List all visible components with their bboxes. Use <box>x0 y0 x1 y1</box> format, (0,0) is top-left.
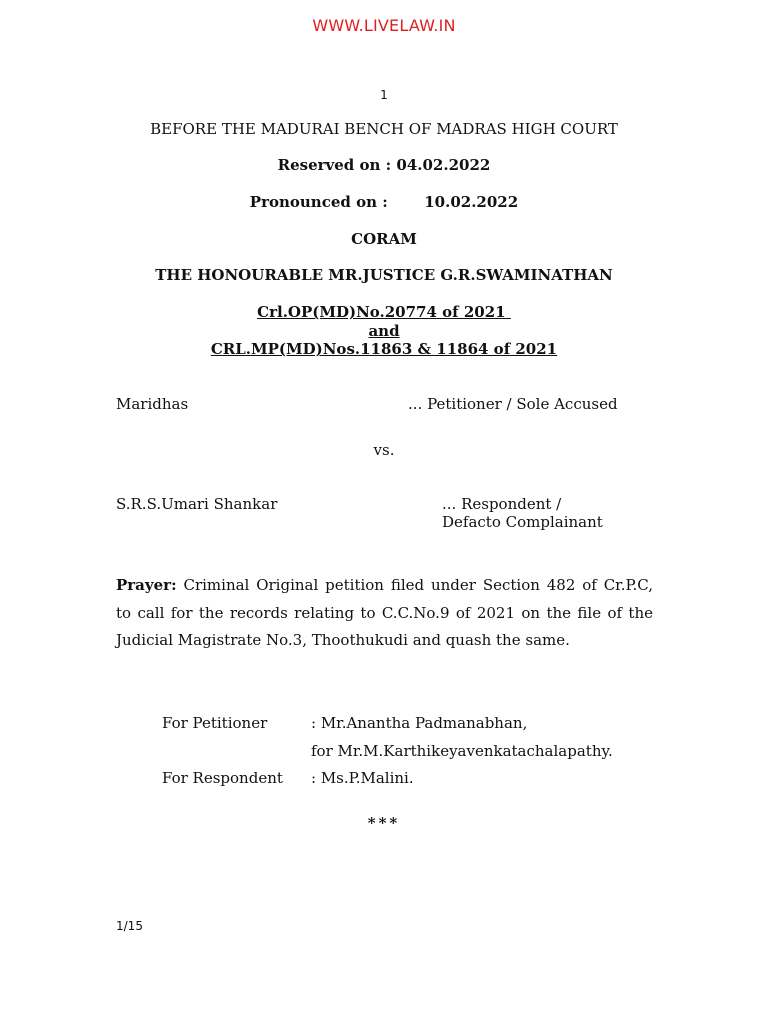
pronounced-date: 10.02.2022 <box>424 193 519 211</box>
case-number <box>0 303 768 321</box>
case-number-text: Crl.OP(MD)No.20774 of 2021 <box>257 303 506 321</box>
judge-name: THE HONOURABLE MR.JUSTICE G.R.SWAMINATHAN <box>155 266 613 284</box>
prayer-text: Criminal Original petition filed under Section 482 of Cr.P.C, to call for the records relating to C.C.No.9 of 2021 on the file of the Judicial Magistrate No.3, Thoothukudi and quash the same. <box>116 576 653 649</box>
respondent-name: S.R.S.Umari Shankar <box>116 495 278 513</box>
reserved-on: Reserved on : 04.02.2022 <box>277 156 491 174</box>
petition-number: CRL.MP(MD)Nos.11863 & 11864 of 2021 <box>210 340 558 358</box>
pronounced-label: Pronounced on : <box>249 193 388 211</box>
separator: *** <box>367 814 401 832</box>
prayer-paragraph <box>116 572 653 655</box>
court-heading: BEFORE THE MADURAI BENCH OF MADRAS HIGH COURT <box>150 120 618 138</box>
petitioner-name: Maridhas <box>116 395 189 413</box>
petitioner-role: ... Petitioner / Sole Accused <box>408 395 618 413</box>
case-and: and <box>368 322 400 340</box>
footer-page-number: 1/15 <box>116 919 143 933</box>
respondent-role-line2: Defacto Complainant <box>442 513 603 531</box>
prayer-label: Prayer: <box>116 576 177 594</box>
counsel-petitioner-label: For Petitioner <box>162 714 268 732</box>
watermark-link[interactable]: WWW.LIVELAW.IN <box>312 16 456 35</box>
counsel-respondent-label: For Respondent <box>162 769 283 787</box>
counsel-respondent-value: : Ms.P.Malini. <box>311 769 414 787</box>
page-number: 1 <box>380 88 388 102</box>
respondent-role-line1: ... Respondent / <box>442 495 562 513</box>
counsel-petitioner-value: : Mr.Anantha Padmanabhan, <box>311 714 528 732</box>
counsel-petitioner-value2: for Mr.M.Karthikeyavenkatachalapathy. <box>311 742 613 760</box>
coram-heading: CORAM <box>351 230 417 248</box>
versus: vs. <box>373 441 395 459</box>
pronounced-on <box>0 193 768 211</box>
